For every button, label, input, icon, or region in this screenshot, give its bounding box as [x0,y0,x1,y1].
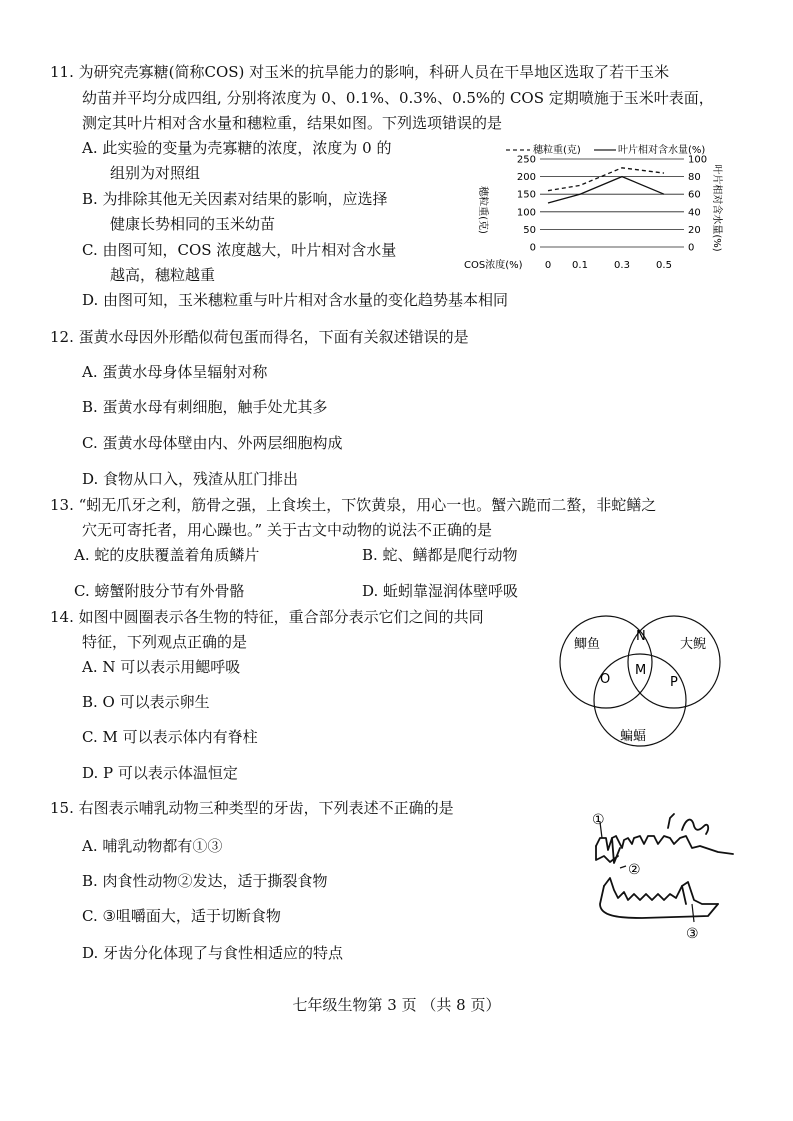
q14-option-b: B. O 可以表示卵生 [82,693,210,711]
legend-label-spike-weight: 穗粒重(克) [533,145,581,156]
q15-option-a: A. 哺乳动物都有①③ [82,837,223,855]
q15-option-d: D. 牙齿分化体现了与食性相适应的特点 [82,944,344,962]
venn-diagram [548,610,748,750]
q15-option-c: C. ③咀嚼面大，适于切断食物 [82,907,281,925]
q11-option-b-line-2: 健康长势相同的玉米幼苗 [110,215,276,233]
upper-jaw-back [682,820,708,834]
q11-stem-line-2: 幼苗并平均分成四组, 分别将浓度为 0、0.1%、0.3%、0.5%的 COS 定期喷施于玉米叶表面， [82,89,714,107]
chart-right-tick-label: 0 [688,242,695,254]
q13-stem-line-1: 13. “蚓无爪牙之利，筋骨之强，上食埃土，下饮黄泉，用心一也。蟹六跪而二螯，非蛇鳝之 [50,496,657,514]
q13-stem-line-2: 穴无可寄托者，用心躁也。” 关于古文中动物的说法不正确的是 [82,521,492,539]
chart-left-ylabel: 穗粒重(克) [477,186,488,234]
chart-left-tick-label: 200 [516,172,536,184]
q11-stem-line-1: 11. 为研究壳寡糖(简称COS) 对玉米的抗旱能力的影响，科研人员在干旱地区选取了若干玉米 [50,63,670,81]
venn-region-o: O [600,672,611,687]
q13-option-b: B. 蛇、鳝都是爬行动物 [362,546,518,564]
q14-option-d: D. P 可以表示体温恒定 [82,764,238,782]
q11-option-a-line-1: A. 此实验的变量为壳寡糖的浓度，浓度为 0 的 [82,139,392,157]
venn-region-n: N [636,629,646,644]
venn-label-bat: 蝙蝠 [620,729,647,744]
chart-series [548,168,664,203]
chart-axes [517,155,707,272]
chart-right-tick-label: 40 [688,207,701,219]
q11-option-c-line-2: 越高，穗粒越重 [110,266,216,284]
q11-option-d: D. 由图可知，玉米穗粒重与叶片相对含水量的变化趋势基本相同 [82,291,509,309]
q11-option-b-line-1: B. 为排除其他无关因素对结果的影响，应选择 [82,190,388,208]
venn-label-fish: 鲫鱼 [574,637,601,652]
q13-option-a: A. 蛇的皮肤覆盖着角质鳞片 [74,546,260,564]
tooth-label-2: ② [628,862,641,878]
chart-left-tick-label: 150 [516,189,536,201]
tooth-label-1: ① [592,812,605,828]
q13-option-c: C. 螃蟹附肢分节有外骨骼 [74,582,245,600]
tooth-label-3: ③ [686,926,699,942]
q14-option-c: C. M 可以表示体内有脊柱 [82,728,258,746]
chart-right-tick-label: 100 [688,154,708,166]
q11-option-a-line-2: 组别为对照组 [110,164,201,182]
venn-label-salamander: 大鲵 [680,637,707,652]
teeth-sketch [588,808,738,943]
chart-right-tick-label: 20 [688,224,701,236]
q11-stem-line-3: 测定其叶片相对含水量和穗粒重，结果如图。下列选项错误的是 [82,114,503,132]
q12-option-c: C. 蛋黄水母体壁由内、外两层细胞构成 [82,434,343,452]
q14-stem-line-1: 14. 如图中圆圈表示各生物的特征，重合部分表示它们之间的共同 [50,608,484,626]
venn-region-m: M [635,663,647,678]
q14-option-a: A. N 可以表示用鳃呼吸 [82,658,241,676]
venn-region-p: P [670,675,678,690]
q12-option-d: D. 食物从口入，残渣从肛门排出 [82,470,299,488]
chart-left-tick-label: 250 [516,154,536,166]
chart-x-tick-label: 0.5 [656,260,672,271]
legend-label-water-content: 叶片相对含水量(%) [618,145,706,156]
chart-left-tick-label: 0 [529,242,536,254]
chart-x-tick-label: 0.1 [572,260,588,271]
chart-right-tick-label: 80 [688,172,701,184]
q14-stem-line-2: 特征，下列观点正确的是 [82,633,248,651]
q12-option-b: B. 蛋黄水母有刺细胞，触手处尤其多 [82,398,328,416]
q15-option-b: B. 肉食性动物②发达，适于撕裂食物 [82,872,328,890]
series-line-water-content [548,177,664,203]
chart-right-tick-label: 60 [688,189,701,201]
chart-left-tick-label: 50 [523,224,536,236]
q13-option-d: D. 蚯蚓靠湿润体壁呼吸 [362,582,519,600]
page-footer: 七年级生物第 3 页 （共 8 页） [292,996,501,1014]
chart-x-tick-label: 0 [544,260,552,271]
q12-option-a: A. 蛋黄水母身体呈辐射对称 [82,363,268,381]
q15-stem: 15. 右图表示哺乳动物三种类型的牙齿，下列表述不正确的是 [50,799,454,817]
chart-left-tick-label: 100 [516,207,536,219]
upper-jaw-outline [596,836,733,854]
q12-stem: 12. 蛋黄水母因外形酷似荷包蛋而得名，下面有关叙述错误的是 [50,328,469,346]
chart-right-ylabel: 叶片相对含水量(%) [711,164,722,252]
cos-line-chart [462,142,724,277]
lower-jaw-outline [604,878,718,904]
q11-option-c-line-1: C. 由图可知，COS 浓度越大，叶片相对含水量 [82,241,397,259]
chart-x-tick-label: 0.3 [614,260,630,271]
chart-xlabel: COS浓度(%) [464,260,523,271]
